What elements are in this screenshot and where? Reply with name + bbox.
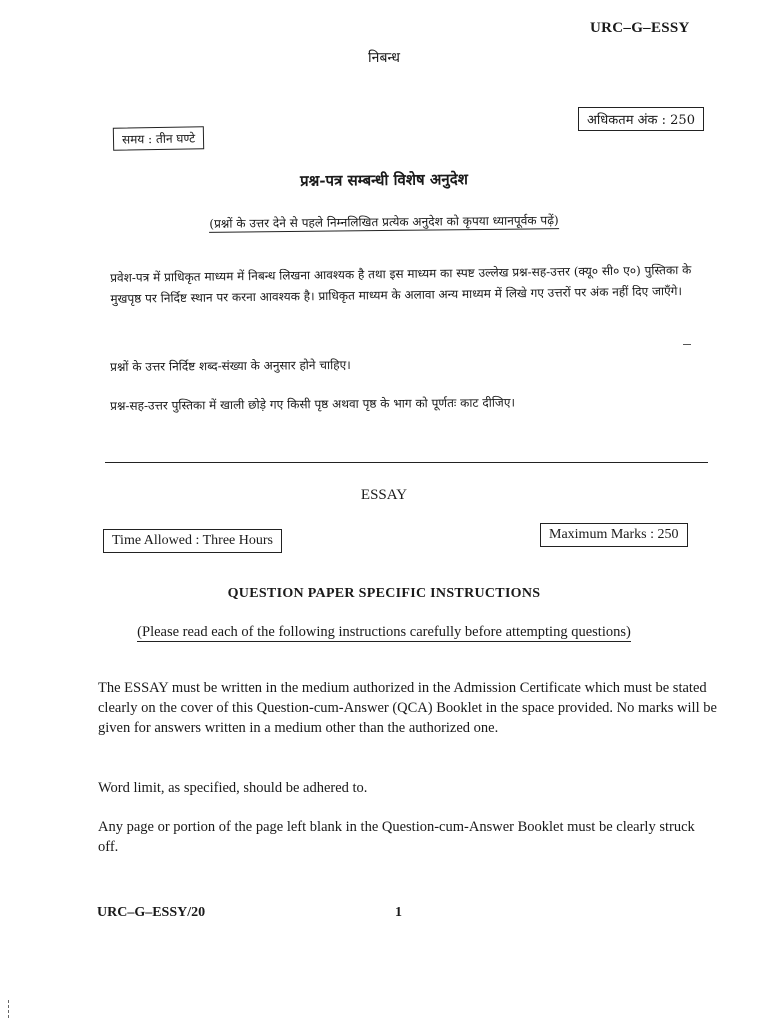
- english-instruction-3: Any page or portion of the page left blank in the Question-cum-Answer Booklet must be clearly struck off.: [98, 819, 695, 855]
- hindi-instruction-1: प्रवेश-पत्र में प्राधिकृत माध्यम में निबन्ध लिखना आवश्यक है तथा इस माध्यम का स्पष्ट उल्लेख प्रश्न-सह-उत्तर (क्यू० सी० ए०) पुस्तिका के मुखपृष्ठ पर निर्दिष्ट स्थान पर करना आवश्यक है। प्राधिकृत माध्यम के अलावा अन्य माध्यम में लिखे गए उत्तरों पर अंक नहीं दिए जाएँगे।: [110, 262, 692, 306]
- hindi-instructions-subheading: [0, 209, 768, 234]
- section-divider: [105, 462, 708, 463]
- hindi-title: निबन्ध: [368, 50, 400, 66]
- hindi-time-allowed-box: समय : तीन घण्टे: [113, 126, 204, 151]
- hindi-instructions-heading: प्रश्न-पत्र सम्बन्धी विशेष अनुदेश: [300, 170, 468, 190]
- english-instruction-2: Word limit, as specified, should be adhered to.: [98, 780, 368, 796]
- english-instructions-subheading: [0, 624, 768, 641]
- page-number: 1: [395, 905, 402, 920]
- english-time-allowed-box: Time Allowed : Three Hours: [103, 529, 282, 553]
- scan-edge-mark: [8, 1000, 9, 1018]
- paper-code-top: URC–G–ESSY: [590, 20, 690, 36]
- hindi-subheading-text: (प्रश्नों के उत्तर देने से पहले निम्नलिखित प्रत्येक अनुदेश को कृपया ध्यानपूर्वक पढ़ें): [209, 213, 559, 231]
- english-instruction-1: The ESSAY must be written in the medium authorized in the Admission Certificate which must be stated clearly on the cover of this Question-cum-Answer (QCA) Booklet in the space provided. No marks will be given for answers written in a medium other than the authorized one.: [98, 680, 717, 736]
- hindi-instruction-2: प्रश्नों के उत्तर निर्दिष्ट शब्द-संख्या के अनुसार होने चाहिए।: [110, 357, 351, 374]
- english-title: ESSAY: [360, 487, 408, 503]
- english-subheading-text: (Please read each of the following instructions carefully before attempting questions): [137, 624, 631, 640]
- stray-mark: [683, 344, 691, 345]
- english-maximum-marks-box: Maximum Marks : 250: [540, 523, 688, 547]
- footer-paper-code: URC–G–ESSY/20: [97, 905, 206, 920]
- hindi-instruction-3: प्रश्न-सह-उत्तर पुस्तिका में खाली छोड़े गए किसी पृष्ठ अथवा पृष्ठ के भाग को पूर्णतः काट दीजिए।: [110, 395, 516, 413]
- english-instructions-heading: QUESTION PAPER SPECIFIC INSTRUCTIONS: [227, 586, 541, 601]
- hindi-maximum-marks-box: अधिकतम अंक : 250: [578, 107, 704, 131]
